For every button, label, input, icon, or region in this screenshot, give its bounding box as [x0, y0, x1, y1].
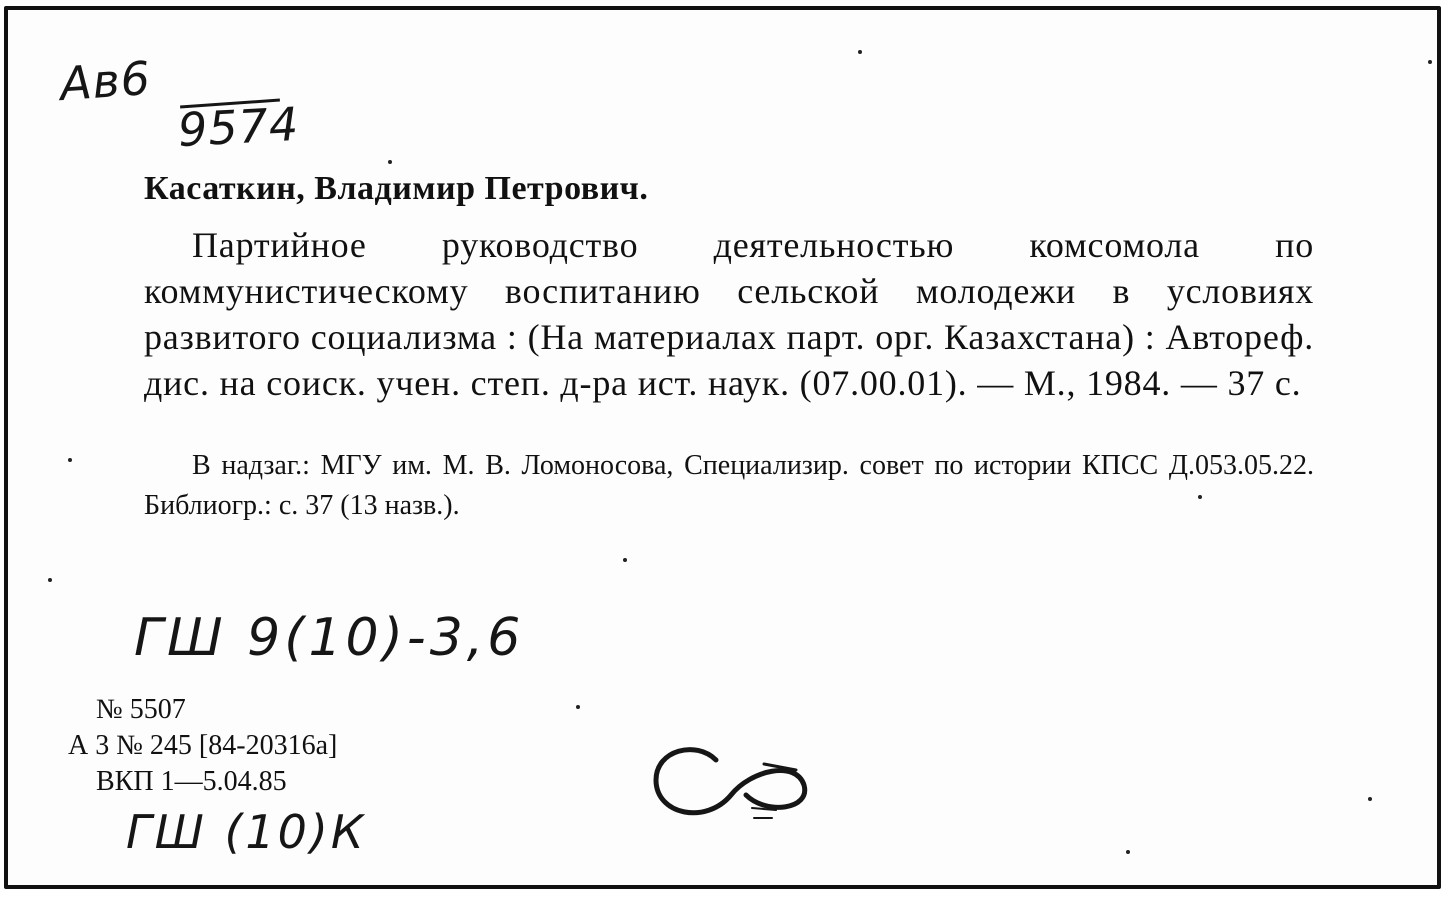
- scan-speck: [576, 705, 580, 709]
- scan-speck: [388, 160, 392, 164]
- classification-handwritten: ГШ 9(10)-3,6: [134, 608, 525, 668]
- scan-speck: [1428, 60, 1432, 64]
- scan-speck: [1198, 495, 1202, 499]
- bibliographic-description: Партийное руководство деятельностью комсомола по коммунистическому воспитанию сельской молодежи в условиях развитого социализма : (На материалах парт. орг. Казахстана) : Автореф. дис. на соиск. учен. степ. д-ра ист. наук. (07.00.01). — М., 1984. — 37 с.: [144, 225, 1314, 403]
- catalog-card: [4, 6, 1441, 889]
- scan-speck: [858, 50, 862, 54]
- scan-speck: [1368, 797, 1372, 801]
- scan-speck: [623, 558, 627, 562]
- scan-speck: [68, 458, 72, 462]
- handwritten-loop-mark: [646, 730, 816, 830]
- scan-speck: [1126, 850, 1130, 854]
- scan-speck: [48, 578, 52, 582]
- registration-number: № 5507: [96, 694, 186, 725]
- classification-handwritten-2: ГШ (10)К: [126, 805, 367, 859]
- shelf-mark-number: 9574: [176, 96, 301, 158]
- registration-a3: А 3 № 245 [84-20316а]: [68, 730, 338, 761]
- author-heading: Касаткин, Владимир Петрович.: [144, 170, 649, 207]
- bibliographic-note: В надзаг.: МГУ им. М. В. Ломоносова, Специализир. совет по истории КПСС Д.053.05.22. Библиогр.: с. 37 (13 назв.).: [144, 450, 1314, 521]
- registration-vkp: ВКП 1—5.04.85: [96, 766, 287, 797]
- shelf-mark-prefix: Ав6: [58, 50, 153, 112]
